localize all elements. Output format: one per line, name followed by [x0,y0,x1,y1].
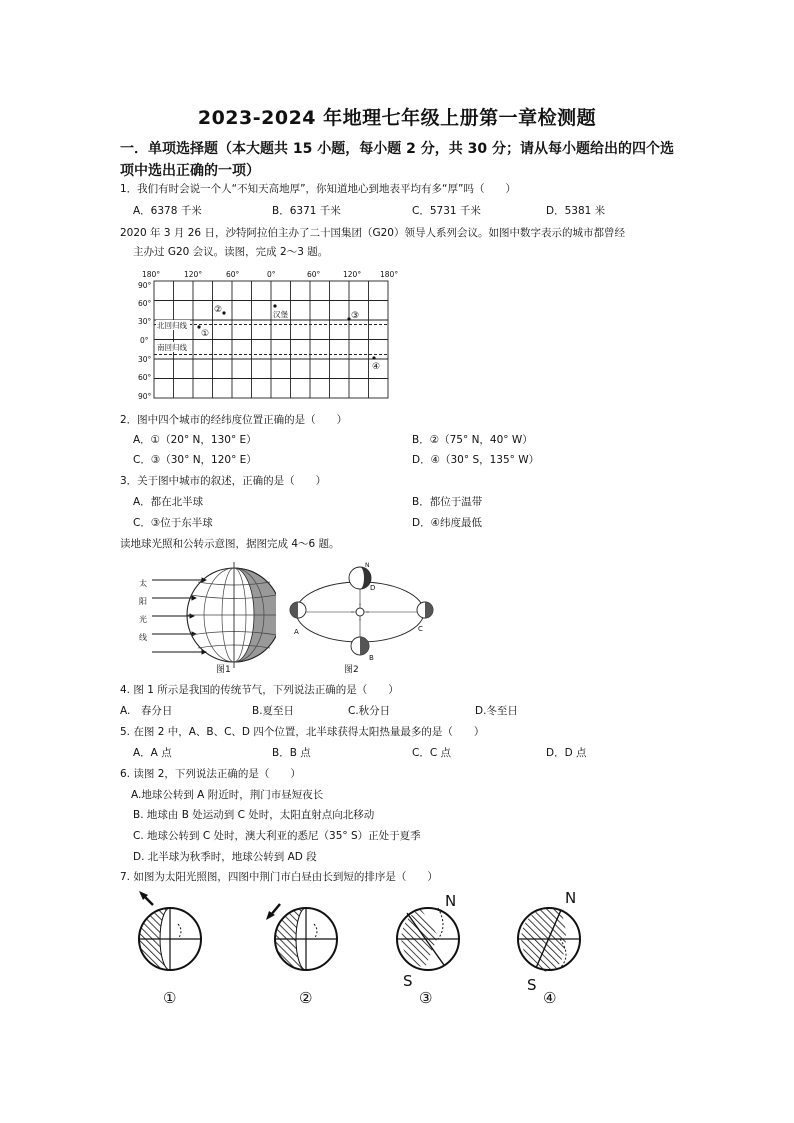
q4-stem: 4. 图 1 所示是我国的传统节气，下列说法正确的是（ ） [120,684,399,696]
lat-label: 60° [138,299,152,308]
q2-option-b: B．②（75° N，40° W） [412,434,533,446]
sunlight-label: 阳 [139,597,147,606]
q2-option-d: D．④（30° S，135° W） [412,454,540,466]
q7-figure-4 [518,889,580,1007]
q6-option-a: A.地球公转到 A 附近时，荆门市昼短夜长 [131,789,324,801]
city-dot-hanbao [273,304,276,307]
city-dot-2 [222,311,225,314]
position-d-label: D [370,584,376,592]
q7-figure-1 [139,891,201,1007]
city-marker-4: ④ [372,362,381,372]
q7-figure-3-label: ③ [419,989,433,1007]
q3-option-a: A．都在北半球 [133,496,204,508]
earth-position-b [351,637,374,662]
q2-stem: 2．图中四个城市的经纬度位置正确的是（ ） [120,414,348,426]
q6-option-c: C. 地球公转到 C 处时，澳大利亚的悉尼（35° S）正处于夏季 [133,830,421,842]
position-c-label: C [418,625,423,633]
city-label-hanbao: 汉堡 [273,310,288,319]
tropic-south-label: 南回归线 [157,343,187,352]
position-a-label: A [294,628,299,636]
q1-stem: 1．我们有时会说一个人“不知天高地厚”，你知道地心到地表平均有多“厚”吗（ ） [120,183,516,195]
q7-figure-2-label: ② [299,989,313,1007]
q7-figure-3-pole-s: S [403,972,413,990]
q7-figures [120,886,590,1012]
figure-1-caption: 图1 [216,665,231,674]
tropic-north-label: 北回归线 [157,321,187,330]
sunlight-label: 光 [139,615,147,624]
page-title: 2023-2024 年地理七年级上册第一章检测题 [197,107,597,129]
q5-option-b: B．B 点 [272,747,311,759]
q5-stem: 5. 在图 2 中，A、B、C、D 四个位置，北半球获得太阳热量最多的是（ ） [120,726,485,738]
lat-label: 30° [138,317,152,326]
intro-2-3-line2: 主办过 G20 会议。读图，完成 2～3 题。 [133,246,329,258]
figure-2-orbit [284,560,444,674]
q6-option-d: D. 北半球为秋季时，地球公转到 AD 段 [133,851,317,863]
section-heading-line2: 项中选出正确的一项） [120,163,260,179]
q6-stem: 6. 读图 2，下列说法正确的是（ ） [120,768,301,780]
q4-option-b: B.夏至日 [252,705,295,717]
q6-option-b: B. 地球由 B 处运动到 C 处时，太阳直射点向北移动 [133,809,375,821]
lat-label: 90° [138,392,152,401]
lat-lon-grid-map [136,266,406,402]
lat-label: 30° [138,355,152,364]
section-heading-line1: 一．单项选择题（本大题共 15 小题，每小题 2 分，共 30 分；请从每小题给出的四个选 [120,141,674,157]
q7-figure-4-label: ④ [543,989,557,1007]
q3-option-b: B．都位于温带 [412,496,483,508]
lat-label: 0° [140,336,149,345]
city-marker-1: ① [201,329,210,339]
q1-option-c: C．5731 千米 [412,205,481,217]
q3-option-c: C．③位于东半球 [133,517,213,529]
lon-label: 60° [226,270,240,279]
lon-label: 180° [142,270,161,279]
intro-4-6: 读地球光照和公转示意图，据图完成 4～6 题。 [120,538,340,550]
sunlight-label: 太 [139,579,147,588]
q7-figure-3 [397,892,459,1007]
intro-2-3-line1: 2020 年 3 月 26 日，沙特阿拉伯主办了二十国集团（G20）领导人系列会议。如图中数字表示的城市都曾经 [120,227,625,239]
earth-position-d [349,562,375,592]
q7-figure-4-pole-n: N [565,889,577,907]
q2-option-c: C．③（30° N，120° E） [133,454,257,466]
city-marker-2: ② [214,305,223,315]
q5-option-a: A．A 点 [133,747,172,759]
lat-label: 90° [138,281,152,290]
sunlight-label: 线 [139,633,147,642]
svg-text:N: N [365,562,370,569]
lon-label: 180° [380,270,399,279]
q7-figure-4-pole-s: S [527,976,537,994]
lon-label: 0° [267,270,276,279]
earth-position-c [417,602,433,633]
q3-stem: 3．关于图中城市的叙述，正确的是（ ） [120,475,327,487]
figure-1-earth-illumination [136,560,276,674]
city-marker-3: ③ [351,311,360,321]
q7-figure-2 [266,904,337,1007]
q4-option-d: D.冬至日 [475,705,518,717]
lat-label: 60° [138,373,152,382]
q1-option-b: B．6371 千米 [272,205,341,217]
city-dot-4 [372,356,375,359]
q1-option-d: D．5381 米 [546,205,606,217]
q4-option-a: A. 春分日 [120,705,173,717]
lon-label: 120° [343,270,362,279]
q5-option-c: C．C 点 [412,747,452,759]
q1-option-a: A．6378 千米 [133,205,202,217]
q7-figure-1-label: ① [163,989,177,1007]
q7-figure-3-pole-n: N [445,892,457,910]
q4-option-c: C.秋分日 [348,705,391,717]
q3-option-d: D．④纬度最低 [412,517,482,529]
section-heading [120,138,680,182]
lon-label: 120° [184,270,203,279]
sun-icon [356,608,364,616]
q7-stem: 7. 如图为太阳光照图，四图中荆门市白昼由长到短的排序是（ ） [120,871,438,883]
figure-2-caption: 图2 [344,665,359,674]
q2-option-a: A．①（20° N，130° E） [133,434,257,446]
q5-option-d: D．D 点 [546,747,587,759]
position-b-label: B [369,654,374,662]
lon-label: 60° [307,270,321,279]
